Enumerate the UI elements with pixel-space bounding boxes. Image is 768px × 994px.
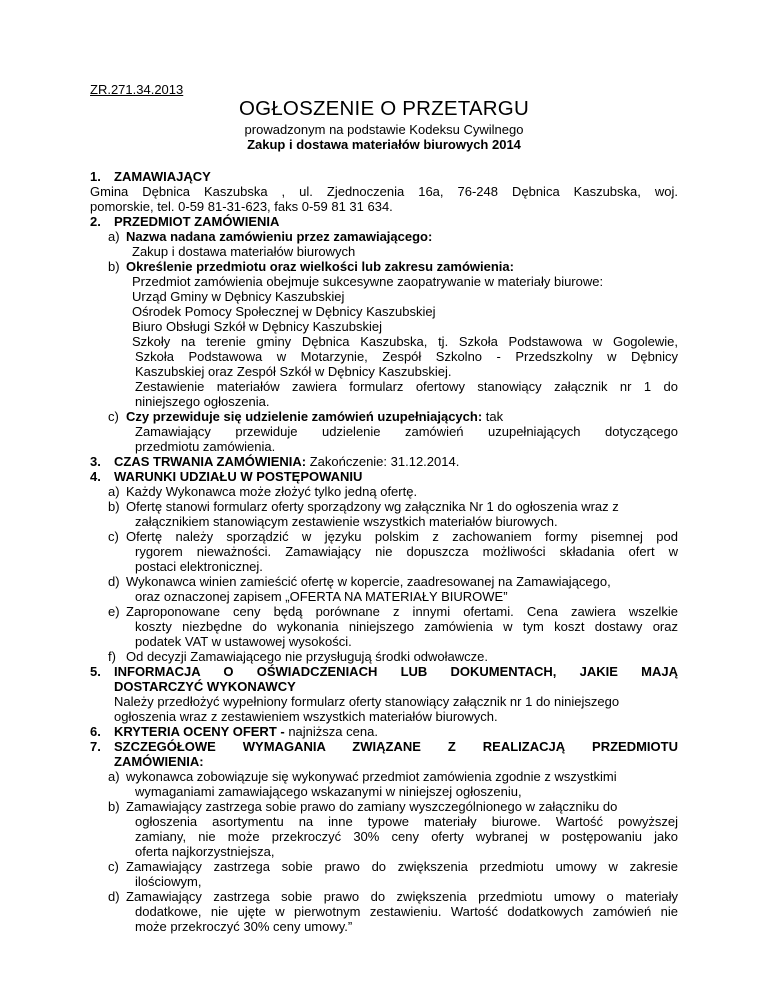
section-5-text: Należy przedłożyć wypełniony formularz oferty stanowiący załącznik nr 1 do niniejszego (114, 694, 620, 709)
section-5-text: ogłoszenia wraz z zestawieniem wszystkich materiałów biurowych. (114, 709, 498, 724)
section-2b-text: Urząd Gminy w Dębnicy Kaszubskiej (132, 289, 345, 304)
section-3: 3. CZAS TRWANIA ZAMÓWIENIA: Zakończenie: 31.12.2014. (90, 454, 460, 469)
section-7a-text: wymaganiami zamawiającego wskazanymi w niniejszej ogłoszeniu, (135, 784, 522, 799)
section-4c-text: postaci elektronicznej. (135, 559, 263, 574)
section-4d: d) Wykonawca winien zamieścić ofertę w kopercie, zaadresowanej na Zamawiającego, (108, 574, 611, 589)
section-7b-text: oferta najkorzystniejsza, (135, 844, 275, 859)
section-2b-text: Szkoła Podstawowa w Motarzynie, Zespół Szkolno - Przedszkolny w Dębnicy (135, 349, 678, 364)
section-2a-heading: a) Nazwa nadana zamówieniu przez zamawiającego: (108, 229, 433, 244)
subtitle-subject: Zakup i dostawa materiałów biurowych 2014 (247, 137, 521, 152)
section-4f: f) Od decyzji Zamawiającego nie przysługują środki odwoławcze. (108, 649, 489, 664)
section-2a-text: Zakup i dostawa materiałów biurowych (132, 244, 356, 259)
section-2b-text: Przedmiot zamówienia obejmuje sukcesywne zaopatrywanie w materiały biurowe: (132, 274, 604, 289)
section-4c: c) Ofertę należy sporządzić w języku polskim z zachowaniem formy pisemnej pod (108, 529, 678, 544)
document-body (90, 169, 678, 934)
section-7d-text: dodatkowe, nie ujęte w pierwotnym zestawieniu. Wartość dodatkowych zamówień nie (135, 904, 678, 919)
section-4b-text: załącznikiem stanowiącym zestawienie wszystkich materiałów biurowych. (135, 514, 558, 529)
section-5-heading: DOSTARCZYĆ WYKONAWCY (114, 679, 296, 694)
section-7-heading: 7. SZCZEGÓŁOWE WYMAGANIA ZWIĄZANE Z REALIZACJĄ PRZEDMIOTU (90, 739, 678, 754)
reference-number: ZR.271.34.2013 (90, 82, 184, 97)
page-title: OGŁOSZENIE O PRZETARGU (239, 97, 529, 120)
section-7b-text: zamiany, nie może przekroczyć 30% ceny oferty wybranej w postępowaniu jako (135, 829, 678, 844)
section-7a: a) wykonawca zobowiązuje się wykonywać przedmiot zamówienia zgodnie z wszystkimi (108, 769, 617, 784)
section-1-text: pomorskie, tel. 0-59 81-31-623, faks 0-59 81 31 634. (90, 199, 393, 214)
section-2c-text: przedmiotu zamówienia. (135, 439, 276, 454)
section-7b: b) Zamawiający zastrzega sobie prawo do zamiany wyszczególnionego w załączniku do (108, 799, 618, 814)
section-4c-text: rygorem nieważności. Zamawiający nie dopuszcza możliwości składania ofert w (135, 544, 678, 559)
section-7c-text: ilościowym, (135, 874, 202, 889)
section-4e-text: koszty niezbędne do wykonania niniejszego zamówienia w tym koszt dostawy oraz (135, 619, 678, 634)
section-7d-text: może przekroczyć 30% ceny umowy.” (135, 919, 353, 934)
section-1-text: Gmina Dębnica Kaszubska , ul. Zjednoczenia 16a, 76-248 Dębnica Kaszubska, woj. (90, 184, 678, 199)
section-5-heading: 5. INFORMACJA O OŚWIADCZENIACH LUB DOKUMENTACH, JAKIE MAJĄ (90, 664, 678, 679)
section-2b-text: Zestawienie materiałów zawiera formularz ofertowy stanowiący załącznik nr 1 do (135, 379, 678, 394)
section-2c-heading: c) Czy przewiduje się udzielenie zamówień uzupełniających: tak (108, 409, 504, 424)
subtitle-basis: prowadzonym na podstawie Kodeksu Cywilnego (244, 122, 524, 137)
section-2b-text: Kaszubskiej oraz Zespół Szkół w Dębnicy Kaszubskiej. (135, 364, 452, 379)
section-4b: b) Ofertę stanowi formularz oferty sporządzony wg załącznika Nr 1 do ogłoszenia wraz z (108, 499, 619, 514)
section-2b-text: Ośrodek Pomocy Społecznej w Dębnicy Kaszubskiej (132, 304, 436, 319)
section-2b-heading: b) Określenie przedmiotu oraz wielkości lub zakresu zamówienia: (108, 259, 514, 274)
section-2c-text: Zamawiający przewiduje udzielenie zamówień uzupełniających dotyczącego (135, 424, 678, 439)
section-2b-text: Szkoły na terenie gminy Dębnica Kaszubska, tj. Szkoła Podstawowa w Gogolewie, (132, 334, 678, 349)
section-2b-text: niniejszego ogłoszenia. (135, 394, 270, 409)
section-7d: d) Zamawiający zastrzega sobie prawo do zwiększenia przedmiotu umowy o materiały (108, 889, 678, 904)
section-4d-text: oraz oznaczonej zapisem „OFERTA NA MATERIAŁY BIUROWE” (135, 589, 508, 604)
section-4e: e) Zaproponowane ceny będą porównane z innymi ofertami. Cena zawiera wszelkie (108, 604, 678, 619)
section-7b-text: ogłoszenia asortymentu na inne typowe materiały biurowe. Wartość powyższej (135, 814, 678, 829)
section-1-heading: 1. ZAMAWIAJĄCY (90, 169, 211, 184)
section-4a: a) Każdy Wykonawca może złożyć tylko jedną ofertę. (108, 484, 418, 499)
section-7c: c) Zamawiający zastrzega sobie prawo do zwiększenia przedmiotu umowy w zakresie (108, 859, 678, 874)
section-2b-text: Biuro Obsługi Szkół w Dębnicy Kaszubskiej (132, 319, 382, 334)
section-2-heading: 2. PRZEDMIOT ZAMÓWIENIA (90, 214, 280, 229)
section-7-heading: ZAMÓWIENIA: (114, 754, 204, 769)
section-6: 6. KRYTERIA OCENY OFERT - najniższa cena. (90, 724, 378, 739)
section-4e-text: podatek VAT w ustawowej wysokości. (135, 634, 352, 649)
section-4-heading: 4. WARUNKI UDZIAŁU W POSTĘPOWANIU (90, 469, 363, 484)
